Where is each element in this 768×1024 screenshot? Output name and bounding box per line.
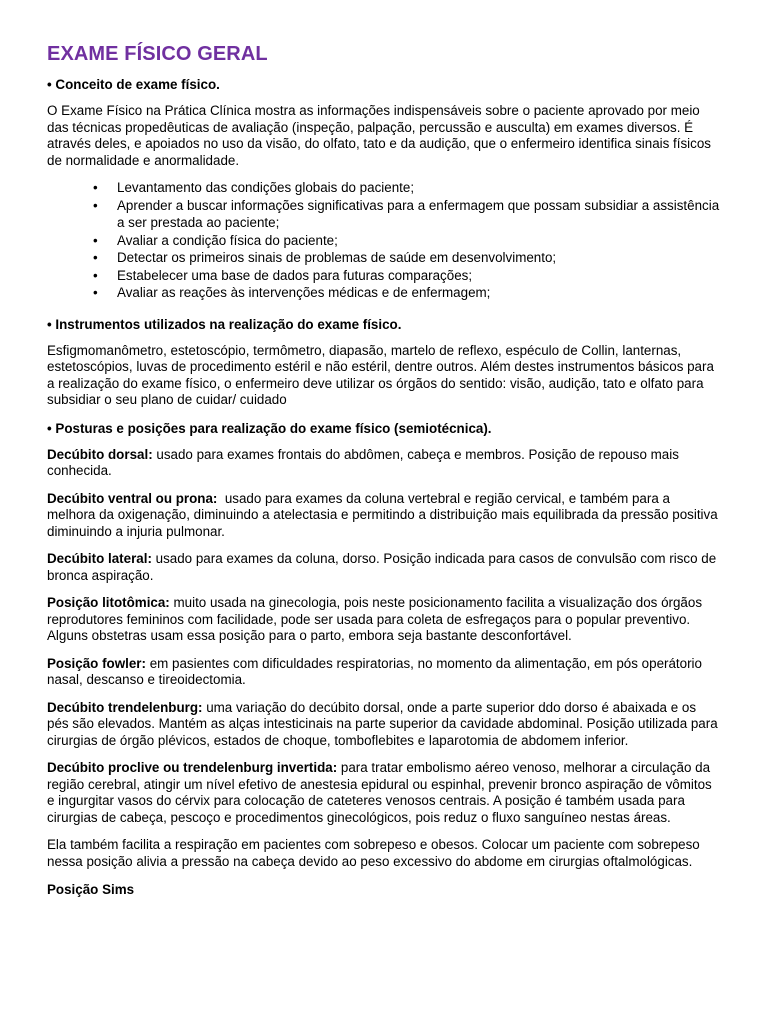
spacer bbox=[47, 302, 720, 316]
position-term: Posição fowler: bbox=[47, 655, 146, 671]
position-description: muito usada na ginecologia, pois neste posicionamento facilita a visualização dos órgãos reprodutores femininos com facilidade, pode ser usada para coleta de esfregaços para o popular preventivo. Alguns obstetras usam essa posição para o parto, embora seja bastante desconfortável. bbox=[47, 595, 703, 643]
position-proclive bbox=[47, 760, 720, 826]
list-item-text: Estabelecer uma base de dados para futuras comparações; bbox=[117, 267, 473, 283]
list-item bbox=[93, 197, 720, 232]
spacer bbox=[47, 749, 720, 760]
bullet-icon: • bbox=[93, 285, 98, 300]
list-item bbox=[93, 249, 720, 267]
page-title: EXAME FÍSICO GERAL bbox=[47, 43, 268, 65]
position-term: Decúbito trendelenburg: bbox=[47, 699, 203, 715]
position-term: Decúbito dorsal: bbox=[47, 446, 153, 462]
spacer bbox=[47, 584, 720, 595]
postures-heading: • Posturas e posições para realização do exame físico (semiotécnica). bbox=[47, 420, 492, 436]
position-term: Decúbito proclive ou trendelenburg invertida: bbox=[47, 760, 338, 775]
proclive-followup-paragraph: Ela também facilita a respiração em pacientes com sobrepeso e obesos. Colocar um paciente com sobrepeso nessa posição alivia a pressão na cabeça devido ao peso excessivo do abdome em cirurgias oftalmológicas. bbox=[47, 837, 700, 869]
spacer bbox=[47, 870, 720, 881]
objectives-list bbox=[47, 179, 720, 302]
spacer bbox=[47, 826, 720, 837]
list-item bbox=[93, 179, 720, 197]
list-item-text: Avaliar a condição física do paciente; bbox=[117, 232, 338, 248]
bullet-icon: • bbox=[93, 232, 98, 248]
position-term: Decúbito lateral: bbox=[47, 551, 152, 566]
position-fowler bbox=[47, 656, 720, 689]
spacer bbox=[47, 689, 720, 700]
position-description: uma variação do decúbito dorsal, onde a parte superior ddo dorso é abaixada e os pés são elevados. Mantém as alças intesticinais na parte superior da cavidade abdominal. Posição utilizada para cirurgias de órgão plévicos, estados de choque, tomboflebites e laparotomia de abdomem inferior. bbox=[47, 699, 718, 748]
list-item-text: Aprender a buscar informações significativas para a enfermagem que possam subsidiar a assistência a ser prestada ao paciente; bbox=[117, 197, 720, 230]
bullet-icon: • bbox=[93, 267, 98, 283]
position-ventral bbox=[47, 491, 720, 541]
instruments-paragraph: Esfigmomanômetro, estetoscópio, termômetro, diapasão, martelo de reflexo, espéculo de Collin, lanternas, estetoscópios, luvas de procedimento estéril e não estéril, dentre outros. Além destes instrumentos básicos para a realização do exame físico, o enfermeiro deve utilizar os órgãos do sentido: visão, audição, tato e olfato para subsidiar o seu plano de cuidar/ cuidado bbox=[47, 342, 714, 407]
concept-paragraph: O Exame Físico na Prática Clínica mostra as informações indispensáveis sobre o paciente aprovado por meio das técnicas propedêuticas de avaliação (inspeção, palpação, percussão e ausculta) em exames diversos. É através deles, e apoiados no uso da visão, do olfato, tato e da audição, que o enfermeiro identifica sinais físicos de normalidade e anormalidade. bbox=[47, 103, 711, 168]
spacer bbox=[47, 540, 720, 551]
position-term: Posição litotômica: bbox=[47, 595, 170, 610]
instruments-heading: • Instrumentos utilizados na realização do exame físico. bbox=[47, 316, 402, 332]
position-description: usado para exames da coluna, dorso. Posição indicada para casos de convulsão com risco de bronca aspiração. bbox=[47, 551, 717, 583]
concept-heading: • Conceito de exame físico. bbox=[47, 77, 220, 92]
position-trendelenburg bbox=[47, 700, 720, 750]
list-item-text: Levantamento das condições globais do paciente; bbox=[117, 180, 415, 195]
position-description: usado para exames frontais do abdômen, cabeça e membros. Posição de repouso mais conhecida. bbox=[47, 446, 679, 478]
list-item-text: Avaliar as reações às intervenções médicas e de enfermagem; bbox=[117, 285, 491, 300]
position-description: em pasientes com dificuldades respiratorias, no momento da alimentação, em pós operátorio nasal, descanso e tireoidectomia. bbox=[47, 655, 702, 687]
spacer bbox=[47, 409, 720, 420]
position-litotomica bbox=[47, 595, 720, 645]
spacer bbox=[47, 169, 720, 179]
position-term: Decúbito ventral ou prona: bbox=[47, 490, 218, 506]
bullet-icon: • bbox=[93, 180, 98, 195]
spacer bbox=[47, 645, 720, 656]
position-description: para tratar embolismo aéreo venoso, melhorar a circulação da região cerebral, atingir um nível efetivo de anestesia epidural ou espinhal, prevenir bronco aspiração de vômitos e ingurgitar vasos do cérvix para colocação de cateteres venosos centrais. A posição é também usada para cirurgias de cabeça, pescoço e procedimentos ginecológicos, pois reduz o fluxo sanguíneo nestas áreas. bbox=[47, 760, 712, 825]
bullet-icon: • bbox=[93, 250, 98, 265]
list-item bbox=[93, 232, 720, 250]
bullet-icon: • bbox=[93, 197, 98, 213]
position-dorsal bbox=[47, 447, 720, 480]
position-description: usado para exames da coluna vertebral e região cervical, e também para a melhora da oxigenação, diminuindo a atelectasia e permitindo a distribuição mais equilibrada da pressão positiva diminuindo a injuria pulmonar. bbox=[47, 490, 722, 539]
list-item bbox=[93, 267, 720, 285]
spacer bbox=[47, 93, 720, 103]
sims-heading: Posição Sims bbox=[47, 882, 135, 897]
spacer bbox=[47, 480, 720, 491]
spacer bbox=[47, 437, 720, 447]
list-item bbox=[93, 284, 720, 302]
position-lateral bbox=[47, 551, 720, 584]
spacer bbox=[47, 333, 720, 343]
list-item-text: Detectar os primeiros sinais de problemas de saúde em desenvolvimento; bbox=[117, 250, 557, 265]
